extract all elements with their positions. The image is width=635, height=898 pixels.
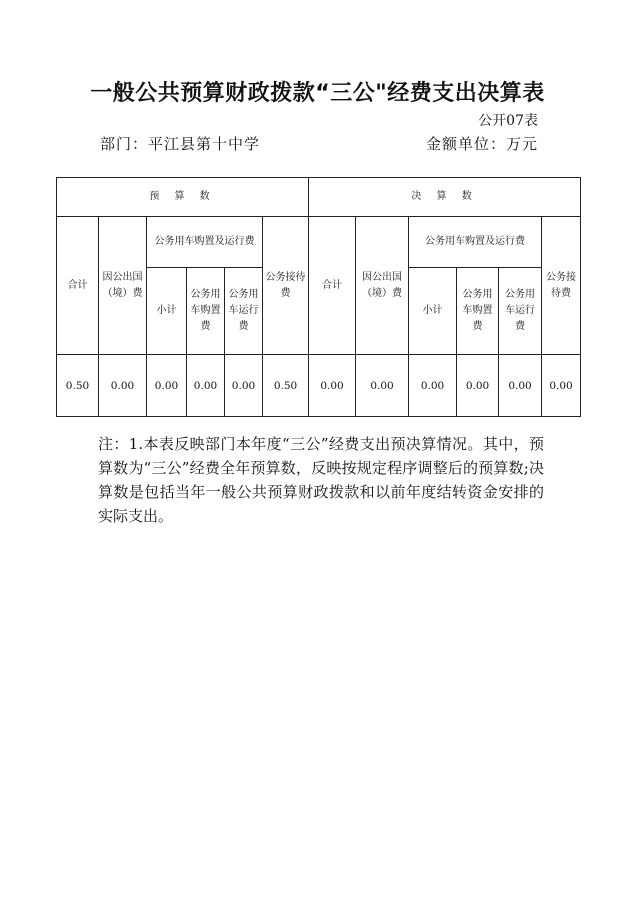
final-subtotal-value: 0.00 <box>409 355 457 417</box>
final-abroad-value: 0.00 <box>356 355 409 417</box>
final-vehicle-operation-header: 公务用车运行费 <box>499 268 542 355</box>
budget-reception-header: 公务接待费 <box>263 217 309 355</box>
budget-header: 预 算 数 <box>57 178 309 217</box>
final-vehicle-purchase-value: 0.00 <box>457 355 499 417</box>
table-row <box>57 355 581 417</box>
budget-vehicle-group-header: 公务用车购置及运行费 <box>147 217 263 268</box>
budget-vehicle-purchase-value: 0.00 <box>187 355 225 417</box>
final-reception-header: 公务接待费 <box>542 217 581 355</box>
budget-subtotal-value: 0.00 <box>147 355 187 417</box>
budget-abroad-header: 因公出国（境）费 <box>99 217 147 355</box>
department-label: 部门：平江县第十中学 <box>100 135 261 153</box>
page-title: 一般公共预算财政拨款“三公"经费支出决算表 <box>90 81 545 106</box>
final-reception-value: 0.00 <box>542 355 581 417</box>
budget-vehicle-operation-header: 公务用车运行费 <box>225 268 263 355</box>
budget-vehicle-operation-value: 0.00 <box>225 355 263 417</box>
final-header: 决 算 数 <box>309 178 581 217</box>
budget-vehicle-purchase-header: 公务用车购置费 <box>187 268 225 355</box>
final-total-header: 合计 <box>309 217 356 355</box>
budget-total-value: 0.50 <box>57 355 99 417</box>
final-abroad-header: 因公出国（境）费 <box>356 217 409 355</box>
three-public-expense-table <box>56 177 581 417</box>
final-vehicle-purchase-header: 公务用车购置费 <box>457 268 499 355</box>
budget-reception-value: 0.50 <box>263 355 309 417</box>
amount-unit-label: 金额单位：万元 <box>425 135 538 153</box>
final-total-value: 0.00 <box>309 355 356 417</box>
budget-total-header: 合计 <box>57 217 99 355</box>
budget-subtotal-header: 小计 <box>147 268 187 355</box>
final-subtotal-header: 小计 <box>409 268 457 355</box>
final-vehicle-group-header: 公务用车购置及运行费 <box>409 217 542 268</box>
form-code: 公开07表 <box>478 113 538 129</box>
final-vehicle-operation-value: 0.00 <box>499 355 542 417</box>
budget-abroad-value: 0.00 <box>99 355 147 417</box>
notes-paragraph: 注：1.本表反映部门本年度“三公”经费支出预决算情况。其中，预算数为“三公”经费全年预算数，反映按规定程序调整后的预算数;决算数是包括当年一般公共预算财政拨款和以前年度结转资金安排的实际支出。 <box>98 435 544 525</box>
